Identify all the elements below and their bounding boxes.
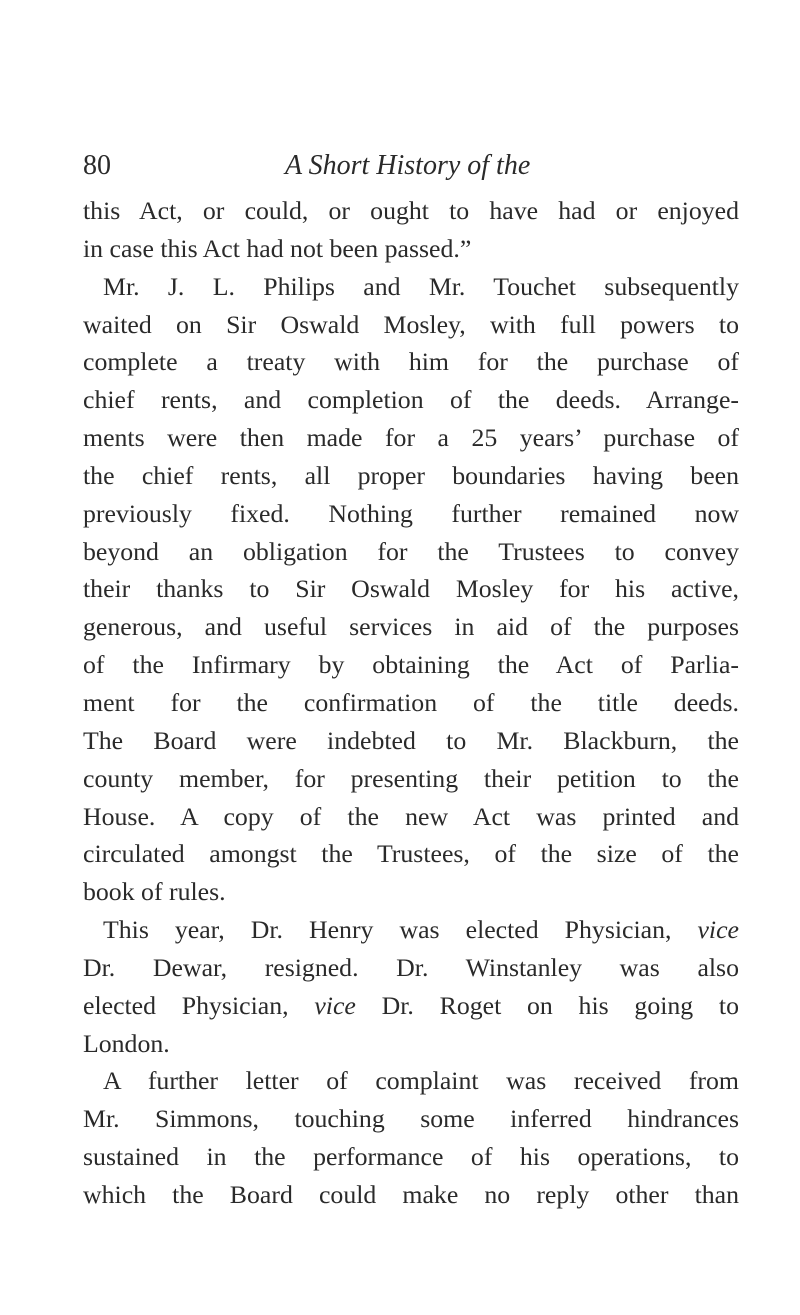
italic-text: vice bbox=[314, 990, 356, 1020]
text-line: A further letter of complaint was received from bbox=[103, 1066, 739, 1096]
text-line: of the Infirmary by obtaining the Act of Parlia- bbox=[83, 650, 739, 680]
text-line bbox=[83, 911, 739, 949]
text-run: Dr. Roget on his going to bbox=[355, 990, 740, 1020]
text-line: previously fixed. Nothing further remained now bbox=[83, 498, 739, 528]
text-line: House. A copy of the new Act was printed and bbox=[83, 801, 739, 831]
text-line: Dr. Dewar, resigned. Dr. Winstanley was also bbox=[83, 952, 739, 982]
text-line: Mr. J. L. Philips and Mr. Touchet subsequently bbox=[103, 271, 739, 301]
page-header bbox=[0, 150, 800, 190]
text-line: in case this Act had not been passed.” bbox=[83, 233, 472, 263]
text-line: ment for the confirmation of the title deeds. bbox=[83, 687, 739, 717]
text-line: the chief rents, all proper boundaries having been bbox=[83, 460, 739, 490]
italic-text: vice bbox=[697, 915, 739, 945]
text-run: elected Physician, bbox=[83, 990, 315, 1020]
text-line: which the Board could make no reply other than bbox=[83, 1179, 739, 1209]
text-line: The Board were indebted to Mr. Blackburn, the bbox=[83, 725, 739, 755]
text-line: circulated amongst the Trustees, of the size of the bbox=[83, 839, 739, 869]
text-line: book of rules. bbox=[83, 877, 226, 907]
page-number: 80 bbox=[83, 150, 111, 181]
body-text bbox=[83, 192, 739, 1214]
text-line: waited on Sir Oswald Mosley, with full powers to bbox=[83, 309, 739, 339]
text-line: beyond an obligation for the Trustees to convey bbox=[83, 536, 739, 566]
text-line: generous, and useful services in aid of the purposes bbox=[83, 612, 739, 642]
text-line: Mr. Simmons, touching some inferred hindrances bbox=[83, 1104, 739, 1134]
text-line bbox=[83, 987, 739, 1025]
text-line: ments were then made for a 25 years’ purchase of bbox=[83, 423, 739, 453]
text-line: complete a treaty with him for the purchase of bbox=[83, 347, 739, 377]
text-line: county member, for presenting their petition to the bbox=[83, 763, 739, 793]
text-line: this Act, or could, or ought to have had or enjoyed bbox=[83, 196, 739, 225]
text-line: London. bbox=[83, 1028, 170, 1058]
running-head: A Short History of the bbox=[285, 150, 531, 181]
text-run: This year, Dr. Henry was elected Physician, bbox=[103, 915, 698, 945]
text-line: chief rents, and completion of the deeds. Arrange- bbox=[83, 385, 739, 415]
text-line: sustained in the performance of his operations, to bbox=[83, 1142, 739, 1172]
text-line: their thanks to Sir Oswald Mosley for his active, bbox=[83, 574, 739, 604]
